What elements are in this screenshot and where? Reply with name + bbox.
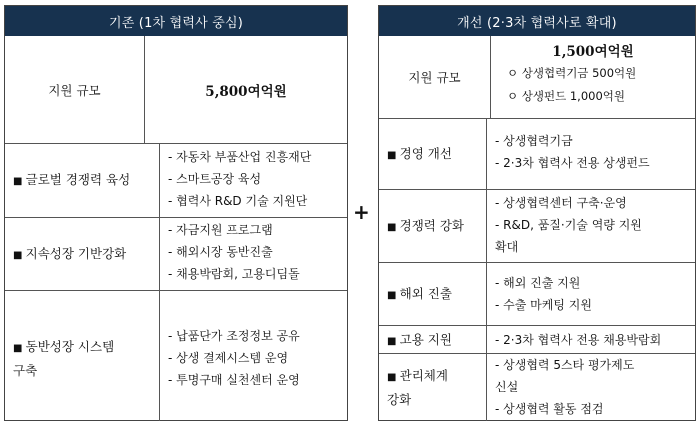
list-item: - 상생협력기금	[495, 134, 573, 148]
list-item: ㅇ 상생펀드 1,000억원	[507, 89, 625, 103]
scale-label: 지원 규모	[48, 82, 101, 98]
table-row	[379, 118, 695, 189]
improved-title: 개선 (2·3차 협력사로 확대)	[379, 6, 695, 36]
table-row	[379, 325, 695, 353]
list-item: - 해외시장 동반진출	[168, 245, 273, 259]
list-item: - 자금지원 프로그램	[168, 223, 273, 237]
list-item: 확대	[495, 240, 519, 254]
row-category: ■ 해외 진출	[387, 283, 480, 307]
list-item: - 자동차 부품산업 진흥재단	[168, 150, 312, 164]
table-row	[5, 217, 347, 290]
list-item: ㅇ 상생협력기금 500억원	[507, 66, 637, 80]
table-row	[379, 189, 695, 262]
list-item: - 협력사 R&D 기술 지원단	[168, 194, 308, 208]
scale-label: 지원 규모	[408, 70, 461, 85]
improved-table	[378, 5, 696, 421]
row-category: ■ 글로벌 경쟁력 육성	[13, 169, 153, 193]
list-item: - 수출 마케팅 지원	[495, 298, 592, 312]
list-item: - 투명구매 실천센터 운영	[168, 373, 300, 387]
table-row	[379, 262, 695, 325]
existing-table	[4, 5, 348, 421]
list-item: - 납품단가 조정정보 공유	[168, 329, 300, 343]
list-item: 신설	[495, 380, 519, 394]
scale-items	[507, 62, 689, 108]
row-category: ■ 지속성장 기반강화	[13, 243, 153, 267]
list-item: - 상생 결제시스템 운영	[168, 351, 289, 365]
existing-title: 기존 (1차 협력사 중심)	[5, 6, 347, 36]
row-items	[495, 130, 689, 174]
row-items	[495, 272, 689, 316]
row-category: ■ 고용 지원	[387, 329, 480, 353]
list-item: - 해외 진출 지원	[495, 276, 581, 290]
table-row	[379, 353, 695, 421]
table-row	[5, 143, 347, 217]
row-items	[495, 192, 689, 258]
list-item: - 상생협력 활동 점검	[495, 402, 604, 416]
scale-row	[379, 36, 695, 118]
row-items	[168, 219, 341, 285]
list-item: - 2·3차 협력사 전용 채용박람회	[495, 333, 662, 347]
row-category: ■ 동반성장 시스템 구축	[13, 336, 153, 382]
row-category: ■ 관리체계 강화	[387, 365, 480, 411]
row-items	[495, 354, 689, 420]
list-item: - 상생협력 5스타 평가제도	[495, 358, 635, 372]
row-items	[168, 325, 341, 391]
scale-value: 1,500여억원	[552, 44, 634, 60]
list-item: - 채용박람회, 고용디딤돌	[168, 267, 300, 281]
row-items	[168, 146, 341, 212]
list-item: - 스마트공장 육성	[168, 172, 262, 186]
scale-value: 5,800여억원	[205, 83, 287, 100]
row-category: ■ 경쟁력 강화	[387, 215, 480, 239]
row-category: ■ 경영 개선	[387, 143, 480, 167]
scale-row	[5, 36, 347, 143]
row-items	[495, 329, 689, 351]
table-row	[5, 290, 347, 421]
list-item: - 2·3차 협력사 전용 상생펀드	[495, 156, 650, 170]
plus-sign: +	[353, 200, 370, 224]
list-item: - 상생협력센터 구축·운영	[495, 196, 627, 210]
list-item: - R&D, 품질·기술 역량 지원	[495, 218, 642, 232]
